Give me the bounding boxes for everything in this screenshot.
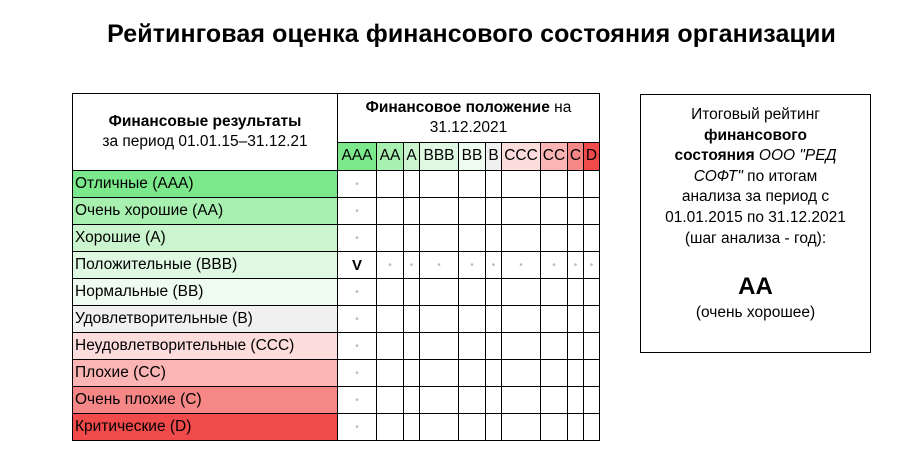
rating-code-cc: CC [541, 142, 568, 170]
matrix-cell [459, 414, 486, 441]
matrix-cell [584, 414, 600, 441]
matrix-cell [486, 333, 502, 360]
matrix-cell [420, 306, 459, 333]
matrix-cell [377, 225, 404, 252]
matrix-cell [502, 414, 541, 441]
matrix-cell [486, 360, 502, 387]
matrix-cell [377, 414, 404, 441]
table-row [73, 225, 600, 252]
guide-dot: • [459, 252, 486, 279]
matrix-cell [377, 333, 404, 360]
row-label: Хорошие (A) [73, 225, 338, 252]
row-label: Нормальные (BB) [73, 279, 338, 306]
guide-dot: • [568, 252, 584, 279]
matrix-cell [459, 333, 486, 360]
matrix-cell [486, 225, 502, 252]
matrix-cell [584, 387, 600, 414]
row-label: Очень плохие (C) [73, 387, 338, 414]
table-row [73, 360, 600, 387]
matrix-cell [502, 387, 541, 414]
rating-code-d: D [584, 142, 600, 170]
matrix-cell [377, 279, 404, 306]
matrix-cell [420, 171, 459, 198]
guide-dot: • [338, 279, 377, 306]
matrix-cell [404, 198, 420, 225]
matrix-cell [459, 360, 486, 387]
matrix-cell [502, 306, 541, 333]
guide-dot: • [486, 252, 502, 279]
matrix-cell [420, 198, 459, 225]
matrix-cell [584, 198, 600, 225]
guide-dot: • [338, 387, 377, 414]
matrix-cell [377, 171, 404, 198]
table-row [73, 387, 600, 414]
table-row [73, 252, 600, 279]
matrix-cell [377, 198, 404, 225]
matrix-cell [502, 333, 541, 360]
financial-results-period: за период 01.01.15–31.12.21 [102, 133, 308, 150]
matrix-cell [404, 279, 420, 306]
matrix-cell [486, 306, 502, 333]
matrix-cell [541, 360, 568, 387]
table-row [73, 198, 600, 225]
matrix-cell [404, 360, 420, 387]
matrix-cell [584, 225, 600, 252]
financial-results-header [73, 94, 338, 171]
matrix-cell [541, 198, 568, 225]
matrix-cell [584, 360, 600, 387]
matrix-cell [420, 387, 459, 414]
matrix-cell [541, 225, 568, 252]
guide-dot: • [338, 198, 377, 225]
guide-dot: • [541, 252, 568, 279]
summary-line-3-bold: состояния [674, 147, 755, 165]
rating-code-a: A [404, 142, 420, 170]
matrix-cell [420, 360, 459, 387]
table-row [73, 279, 600, 306]
guide-dot: • [377, 252, 404, 279]
guide-dot: • [404, 252, 420, 279]
guide-dot: • [338, 171, 377, 198]
financial-position-header [338, 94, 600, 143]
summary-line-1: Итоговый рейтинг [691, 106, 820, 123]
guide-dot: • [338, 333, 377, 360]
matrix-cell [459, 171, 486, 198]
row-label: Удовлетворительные (B) [73, 306, 338, 333]
matrix-cell [568, 306, 584, 333]
matrix-cell [584, 279, 600, 306]
matrix-cell [486, 387, 502, 414]
matrix-cell [502, 171, 541, 198]
rating-code-aaa: AAA [338, 142, 377, 170]
rating-rows [73, 171, 600, 441]
matrix-cell [502, 198, 541, 225]
matrix-cell [502, 225, 541, 252]
row-label: Очень хорошие (AA) [73, 198, 338, 225]
row-label: Плохие (CC) [73, 360, 338, 387]
matrix-cell [459, 225, 486, 252]
matrix-cell [541, 387, 568, 414]
matrix-cell [377, 387, 404, 414]
financial-results-title: Финансовые результаты [108, 113, 302, 130]
matrix-cell [459, 279, 486, 306]
financial-position-title: Финансовое положение [365, 98, 550, 116]
summary-line-5: анализа за период с [681, 188, 830, 206]
matrix-cell [420, 414, 459, 441]
rating-code-bb: BB [459, 142, 486, 170]
matrix-cell [568, 279, 584, 306]
rating-code-b: B [486, 142, 502, 170]
matrix-cell [420, 225, 459, 252]
table-row [73, 414, 600, 441]
row-label: Отличные (AAA) [73, 171, 338, 198]
matrix-cell [568, 333, 584, 360]
guide-dot: • [502, 252, 541, 279]
row-label: Неудовлетворительные (CCC) [73, 333, 338, 360]
matrix-cell [541, 414, 568, 441]
matrix-cell [377, 306, 404, 333]
table-row [73, 171, 600, 198]
matrix-cell [541, 279, 568, 306]
guide-dot: • [338, 306, 377, 333]
rating-matrix [72, 93, 600, 441]
selected-rating-mark: V [338, 252, 377, 279]
guide-dot: • [338, 414, 377, 441]
matrix-cell [420, 279, 459, 306]
final-rating: AA [738, 273, 773, 301]
matrix-cell [541, 306, 568, 333]
row-label: Критические (D) [73, 414, 338, 441]
matrix-cell [502, 360, 541, 387]
table-row [73, 333, 600, 360]
summary-line-2: финансового [703, 126, 808, 144]
rating-code-aa: AA [377, 142, 404, 170]
guide-dot: • [584, 252, 600, 279]
guide-dot: • [338, 225, 377, 252]
rating-code-bbb: BBB [420, 142, 459, 170]
matrix-cell [502, 279, 541, 306]
matrix-cell [404, 387, 420, 414]
matrix-cell [486, 414, 502, 441]
matrix-cell [568, 387, 584, 414]
table-row [73, 306, 600, 333]
matrix-cell [584, 306, 600, 333]
matrix-cell [568, 198, 584, 225]
matrix-cell [584, 171, 600, 198]
summary-line-4-rest: по итогам [742, 167, 818, 185]
matrix-cell [404, 225, 420, 252]
final-rating-description: (очень хорошее) [695, 304, 816, 322]
financial-position-date: 31.12.2021 [429, 118, 508, 136]
matrix-cell [459, 198, 486, 225]
matrix-cell [404, 306, 420, 333]
matrix-cell [486, 171, 502, 198]
matrix-cell [541, 171, 568, 198]
guide-dot: • [420, 252, 459, 279]
matrix-cell [459, 306, 486, 333]
summary-line-7: (шаг анализа - год): [684, 229, 827, 247]
rating-code-c: C [568, 142, 584, 170]
guide-dot: • [338, 360, 377, 387]
summary-line-4-company: СОФТ" [693, 167, 743, 185]
page-title: Рейтинговая оценка финансового состояния организации [107, 20, 836, 48]
summary-box [640, 94, 871, 353]
matrix-cell [486, 198, 502, 225]
summary-line-3-company: ООО "РЕД [754, 147, 837, 165]
matrix-cell [420, 333, 459, 360]
matrix-cell [568, 171, 584, 198]
rating-code-ccc: CCC [502, 142, 541, 170]
matrix-cell [568, 414, 584, 441]
matrix-cell [404, 333, 420, 360]
matrix-cell [568, 360, 584, 387]
matrix-cell [568, 225, 584, 252]
matrix-cell [486, 279, 502, 306]
matrix-cell [377, 360, 404, 387]
matrix-cell [404, 171, 420, 198]
financial-position-on: на [549, 98, 572, 116]
matrix-cell [584, 333, 600, 360]
matrix-cell [541, 333, 568, 360]
summary-line-6: 01.01.2015 по 31.12.2021 [665, 208, 846, 226]
row-label: Положительные (BBB) [73, 252, 338, 279]
matrix-cell [459, 387, 486, 414]
matrix-cell [404, 414, 420, 441]
